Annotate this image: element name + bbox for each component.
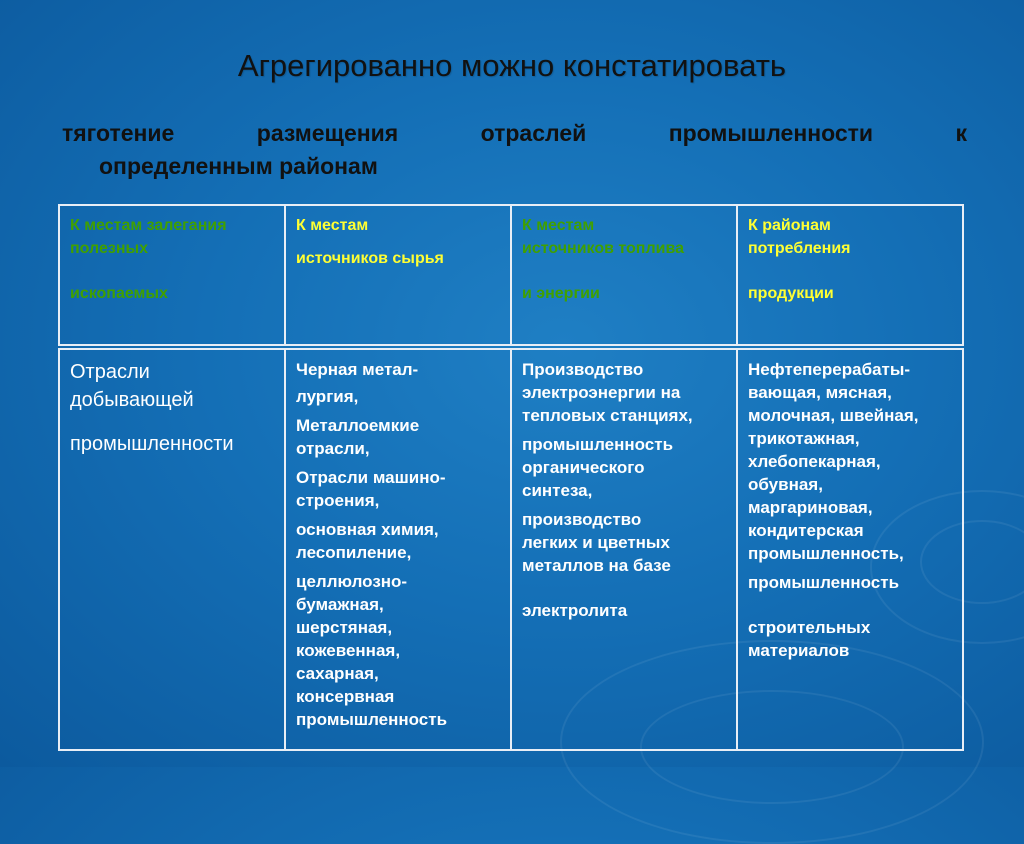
header-line: К местам xyxy=(522,217,595,234)
cell-line: лургия, xyxy=(296,387,359,406)
cell-line: Черная метал- xyxy=(296,360,419,379)
industry-placement-table xyxy=(58,204,964,751)
cell-line: электролита xyxy=(522,601,628,620)
cell-line: Отрасли xyxy=(70,361,150,383)
cell-line: консервная xyxy=(296,687,395,706)
cell-line: легких и цветных xyxy=(522,533,670,552)
cell-line: вающая, мясная, xyxy=(748,383,892,402)
cell-line: металлов на базе xyxy=(522,556,671,575)
cell-line: Нефтеперерабаты- xyxy=(748,360,911,379)
cell-line: промышленность xyxy=(522,435,674,454)
cell-line: лесопиление, xyxy=(296,543,412,562)
header-line: источников сырья xyxy=(296,250,444,267)
cell-line: обувная, xyxy=(748,475,823,494)
header-line: полезных xyxy=(70,240,149,257)
cell-line: органического xyxy=(522,458,645,477)
body-cell-fuel-energy xyxy=(511,349,737,750)
header-line: продукции xyxy=(748,285,834,302)
header-cell-consumption xyxy=(737,205,963,345)
table-header-row xyxy=(59,205,963,345)
cell-line: молочная, швейная, xyxy=(748,406,919,425)
cell-line: промышленность xyxy=(296,710,448,729)
cell-line: бумажная, xyxy=(296,595,384,614)
subtitle-word: тяготение xyxy=(62,120,175,146)
cell-line: электроэнергии на xyxy=(522,383,681,402)
header-cell-raw-materials xyxy=(285,205,511,345)
cell-line: материалов xyxy=(748,641,850,660)
cell-line: производство xyxy=(522,510,642,529)
body-cell-extractive xyxy=(59,349,285,750)
header-line: потребления xyxy=(748,240,851,257)
cell-line: сахарная, xyxy=(296,664,379,683)
table-body-row xyxy=(59,349,963,750)
header-line: источников топлива xyxy=(522,240,684,257)
cell-line: промышленность, xyxy=(748,544,904,563)
subtitle-word: промышленности xyxy=(668,120,874,146)
header-line: К местам залегания xyxy=(70,217,227,234)
cell-line: промышленности xyxy=(70,433,234,455)
cell-line: кондитерская xyxy=(748,521,864,540)
cell-line: маргариновая, xyxy=(748,498,873,517)
cell-line: добывающей xyxy=(70,389,194,411)
cell-line: кожевенная, xyxy=(296,641,401,660)
cell-line: целлюлозно- xyxy=(296,572,408,591)
cell-line: синтеза, xyxy=(522,481,593,500)
subtitle xyxy=(62,117,967,183)
header-line: К районам xyxy=(748,217,831,234)
subtitle-word: к xyxy=(955,120,967,146)
subtitle-word: отраслей xyxy=(480,120,587,146)
subtitle-line-1 xyxy=(62,117,967,150)
cell-line: трикотажная, xyxy=(748,429,860,448)
cell-line: хлебопекарная, xyxy=(748,452,881,471)
slide-title: Агрегированно можно констатировать xyxy=(237,48,787,83)
cell-line: тепловых станциях, xyxy=(522,406,693,425)
subtitle-word: размещения xyxy=(256,120,399,146)
body-cell-consumption xyxy=(737,349,963,750)
header-line: и энергии xyxy=(522,285,600,302)
cell-line: Производство xyxy=(522,360,644,379)
header-cell-fuel-energy xyxy=(511,205,737,345)
cell-line: Металлоемкие xyxy=(296,416,420,435)
cell-line: строительных xyxy=(748,618,871,637)
cell-line: промышленность xyxy=(748,573,900,592)
cell-line: основная химия, xyxy=(296,520,439,539)
cell-line: Отрасли машино- xyxy=(296,468,446,487)
cell-line: строения, xyxy=(296,491,380,510)
header-line: К местам xyxy=(296,217,369,234)
header-cell-deposits xyxy=(59,205,285,345)
header-line: ископаемых xyxy=(70,285,168,302)
subtitle-line-2: определенным районам xyxy=(99,153,378,179)
body-cell-raw-materials xyxy=(285,349,511,750)
cell-line: шерстяная, xyxy=(296,618,393,637)
cell-line: отрасли, xyxy=(296,439,370,458)
